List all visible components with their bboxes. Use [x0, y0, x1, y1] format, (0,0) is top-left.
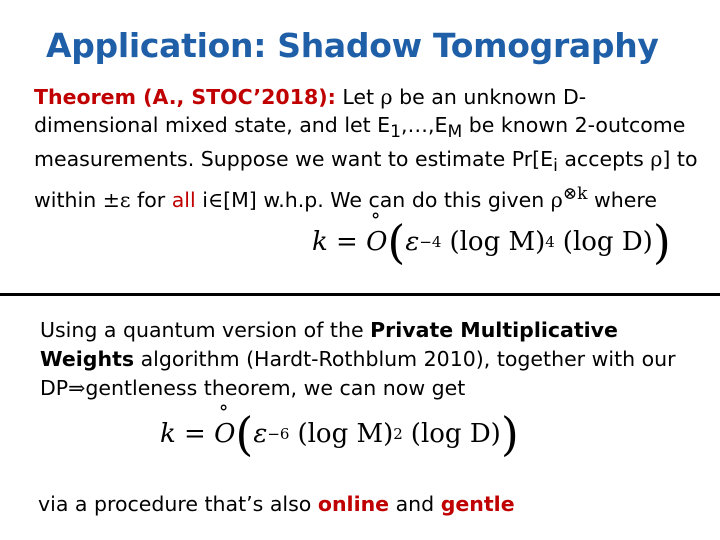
- big-paren-open: (: [387, 215, 406, 269]
- epsilon: ε: [253, 419, 268, 449]
- big-paren-close: ): [652, 215, 671, 269]
- tensor-power: ⊗k: [562, 183, 588, 204]
- theorem-text: accepts: [557, 147, 651, 172]
- epsilon-exponent: −4: [419, 233, 442, 251]
- epsilon: ε: [405, 227, 420, 257]
- implies-symbol: ⇒: [68, 376, 86, 400]
- formula-bound-2: [160, 407, 519, 461]
- formula-eq: =: [327, 227, 367, 257]
- subscript: i: [553, 156, 558, 177]
- log-m-exponent: 2: [393, 425, 403, 443]
- theorem-text: be known 2-outcome measurements. Suppose we want to estimate Pr[E: [34, 112, 686, 172]
- theorem-text: for: [130, 187, 172, 212]
- subscript: 1: [390, 121, 402, 142]
- formula-bound-1: [312, 215, 671, 269]
- element-of-symbol: ∈: [207, 187, 224, 212]
- formula-eq: =: [175, 419, 215, 449]
- log-m-term: (log M): [449, 227, 546, 257]
- closing-line: [38, 492, 698, 516]
- theorem-text: i: [195, 187, 208, 212]
- theorem-text: where: [587, 187, 657, 212]
- formula-lhs: k: [160, 419, 176, 449]
- rho-symbol: ρ: [380, 85, 393, 109]
- section-divider: [0, 293, 720, 296]
- slide-title: Application: Shadow Tomography: [46, 26, 659, 65]
- para-text: algorithm (Hardt-Rothblum 2010), together with our DP: [40, 347, 676, 400]
- theorem-text: Let: [335, 85, 381, 109]
- epsilon-exponent: −6: [267, 425, 290, 443]
- big-paren-open: (: [235, 407, 254, 461]
- theorem-text: ] to within: [34, 147, 698, 212]
- gentle-highlight: gentle: [440, 492, 515, 516]
- plus-minus-epsilon: ±ε: [102, 187, 131, 212]
- rho-symbol: ρ: [550, 187, 563, 212]
- tilde-o: ˚ O: [366, 227, 387, 257]
- result-paragraph: [40, 316, 700, 403]
- theorem-label: Theorem (A., STOC’2018):: [34, 85, 336, 109]
- rho-symbol: ρ: [650, 147, 663, 172]
- formula-lhs: k: [312, 227, 328, 257]
- theorem-statement: [34, 84, 706, 214]
- theorem-text: [M] w.h.p. We can do this given: [223, 187, 551, 212]
- online-highlight: online: [317, 492, 390, 516]
- theorem-text: be an unknown D-dimensional mixed state, and let E: [34, 85, 587, 137]
- log-d-term: (log D): [410, 419, 501, 449]
- closing-text: via a procedure that’s also: [38, 492, 318, 516]
- big-paren-close: ): [500, 407, 519, 461]
- log-d-term: (log D): [562, 227, 653, 257]
- log-m-exponent: 4: [545, 233, 555, 251]
- tilde-o: ˚ O: [214, 419, 235, 449]
- pmw-highlight: Private Multiplicative Weights: [40, 318, 618, 371]
- log-m-term: (log M): [297, 419, 394, 449]
- all-highlight: all: [171, 187, 196, 212]
- para-text: Using a quantum version of the: [40, 318, 371, 342]
- theorem-text: ,…,E: [401, 112, 448, 137]
- closing-text: and: [389, 492, 441, 516]
- subscript: M: [447, 121, 463, 142]
- para-text: gentleness theorem, we can now get: [85, 376, 466, 400]
